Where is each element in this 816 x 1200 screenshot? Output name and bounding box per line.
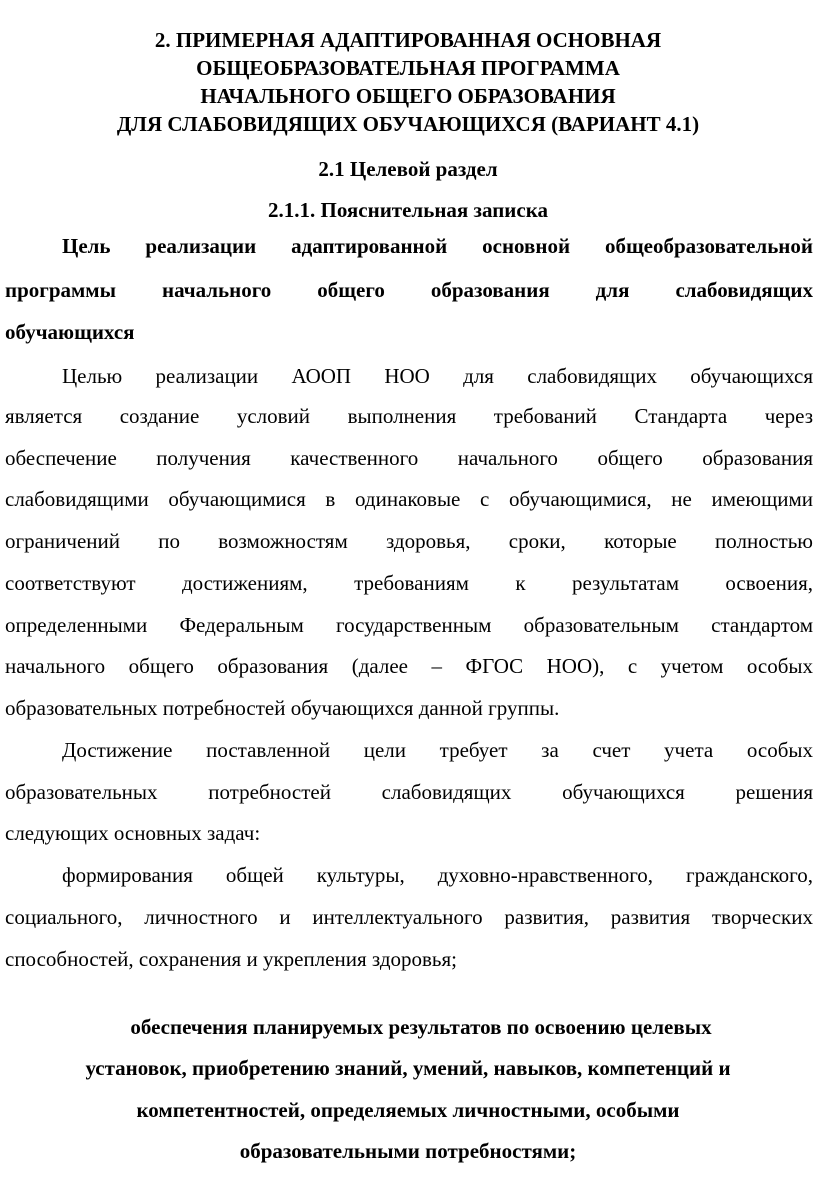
paragraph-line: слабовидящими обучающимися в одинаковые с обучающимися, не имеющими [5,487,813,511]
section-heading: 2.1 Целевой раздел [318,157,498,181]
paragraph-line: компетентностей, определяемых личностными, особыми [136,1098,680,1122]
paragraph-line: Целью реализации АООП НОО для слабовидящих обучающихся [62,364,813,388]
paragraph-line: установок, приобретению знаний, умений, навыков, компетенций и [85,1056,731,1080]
paragraph-line: формирования общей культуры, духовно-нравственного, гражданского, [62,863,813,887]
paragraph-line: обеспечение получения качественного начального общего образования [5,446,813,470]
paragraph-line: начального общего образования (далее – ФГОС НОО), с учетом особых [5,654,813,678]
paragraph-line: образовательных потребностей обучающихся данной группы. [5,696,560,720]
paragraph-line: способностей, сохранения и укрепления здоровья; [5,947,457,971]
paragraph-line: образовательных потребностей слабовидящих обучающихся решения [5,780,813,804]
title-line: НАЧАЛЬНОГО ОБЩЕГО ОБРАЗОВАНИЯ [200,84,616,108]
title-line: ОБЩЕОБРАЗОВАТЕЛЬНАЯ ПРОГРАММА [196,56,620,80]
paragraph-line: ограничений по возможностям здоровья, сроки, которые полностью [5,529,813,553]
paragraph-line: обеспечения планируемых результатов по освоению целевых [130,1015,712,1039]
paragraph-line: является создание условий выполнения требований Стандарта через [5,404,813,428]
subsection-heading: 2.1.1. Пояснительная записка [267,198,548,222]
paragraph-line: Достижение поставленной цели требует за счет учета особых [62,738,813,762]
title-line: ДЛЯ СЛАБОВИДЯЩИХ ОБУЧАЮЩИХСЯ (ВАРИАНТ 4.1) [116,112,700,136]
paragraph-line: образовательными потребностями; [239,1139,577,1163]
paragraph-line: социального, личностного и интеллектуального развития, развития творческих [5,905,813,929]
document-title [40,26,776,138]
goal-heading-line: обучающихся [5,320,135,344]
goal-heading-line: Цель реализации адаптированной основной общеобразовательной [62,234,813,258]
paragraph-line: определенными Федеральным государственным образовательным стандартом [5,613,813,637]
title-line: 2. ПРИМЕРНАЯ АДАПТИРОВАННАЯ ОСНОВНАЯ [154,28,662,52]
goal-heading-line: программы начального общего образования для слабовидящих [5,278,813,302]
paragraph-line: следующих основных задач: [5,821,261,845]
paragraph-line: соответствуют достижениям, требованиям к результатам освоения, [5,571,813,595]
